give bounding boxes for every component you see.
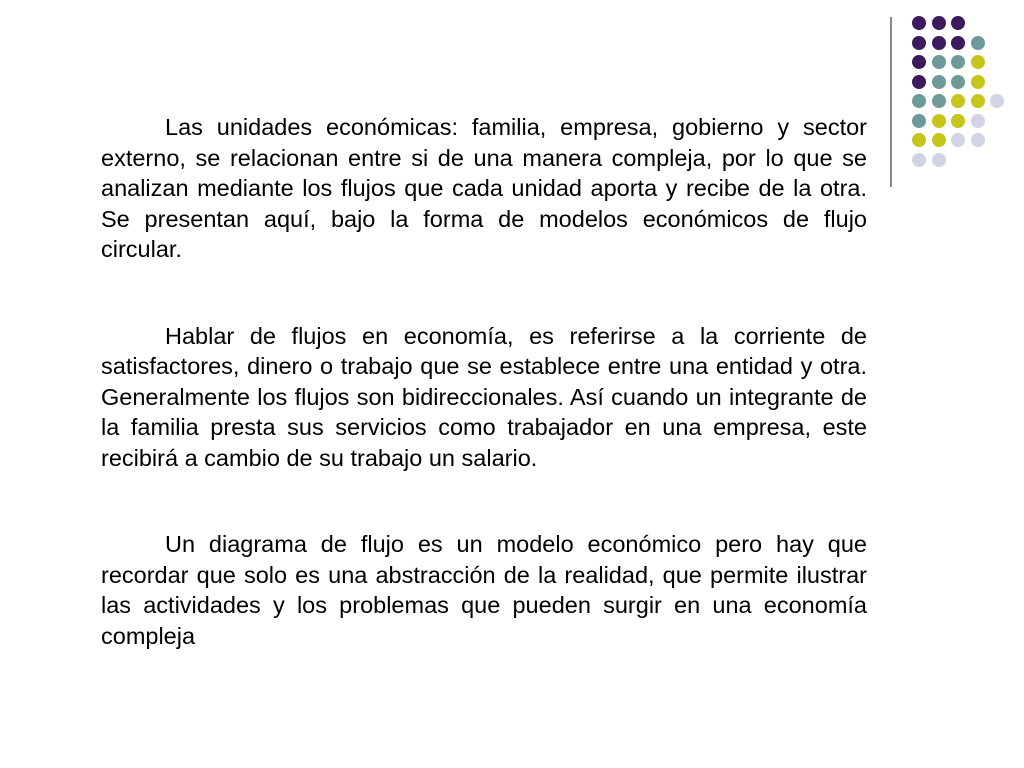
decorative-dot (971, 114, 985, 128)
decorative-dot (932, 75, 946, 89)
decorative-divider-line (890, 17, 892, 187)
slide-body (101, 112, 867, 707)
decorative-dot (912, 94, 926, 108)
paragraph-flows-in-economy: Hablar de flujos en economía, es referirse a la corriente de satisfactores, dinero o trabajo que se establece entre una entidad y otra. Generalmente los flujos son bidireccionales. Así cuando un integrante de la familia presta sus servicios como trabajador en una empresa, este recibirá a cambio de su trabajo un salario. (101, 322, 867, 471)
decorative-dot (912, 114, 926, 128)
paragraph-economic-units: Las unidades económicas: familia, empresa, gobierno y sector externo, se relacionan entre si de una manera compleja, por lo que se analizan mediante los flujos que cada unidad aporta y recibe de la otra. Se presentan aquí, bajo la forma de modelos económicos de flujo circular. (101, 114, 867, 262)
decorative-dot (912, 75, 926, 89)
decorative-dot (951, 16, 965, 30)
decorative-dot (951, 75, 965, 89)
decorative-dot (971, 133, 985, 147)
decorative-dot (951, 36, 965, 50)
decorative-dot (951, 114, 965, 128)
decorative-dot (932, 153, 946, 167)
decorative-dot (971, 36, 985, 50)
decorative-dot (912, 133, 926, 147)
decorative-dot (951, 133, 965, 147)
decorative-dot (971, 55, 985, 69)
decorative-dot (951, 94, 965, 108)
decorative-dot (912, 16, 926, 30)
decorative-dot (932, 133, 946, 147)
decorative-dot (971, 75, 985, 89)
decorative-dot (912, 36, 926, 50)
paragraph-flow-diagram: Un diagrama de flujo es un modelo económico pero hay que recordar que solo es una abstracción de la realidad, que permite ilustrar las actividades y los problemas que pueden surgir en una economía compleja (101, 531, 867, 649)
decorative-dot (971, 94, 985, 108)
decorative-dot (990, 94, 1004, 108)
decorative-dot (932, 55, 946, 69)
decorative-dot (932, 16, 946, 30)
decorative-dot (932, 94, 946, 108)
decorative-dot (932, 114, 946, 128)
decorative-dot (951, 55, 965, 69)
decorative-dot (912, 55, 926, 69)
decorative-dot (932, 36, 946, 50)
decorative-dot (912, 153, 926, 167)
